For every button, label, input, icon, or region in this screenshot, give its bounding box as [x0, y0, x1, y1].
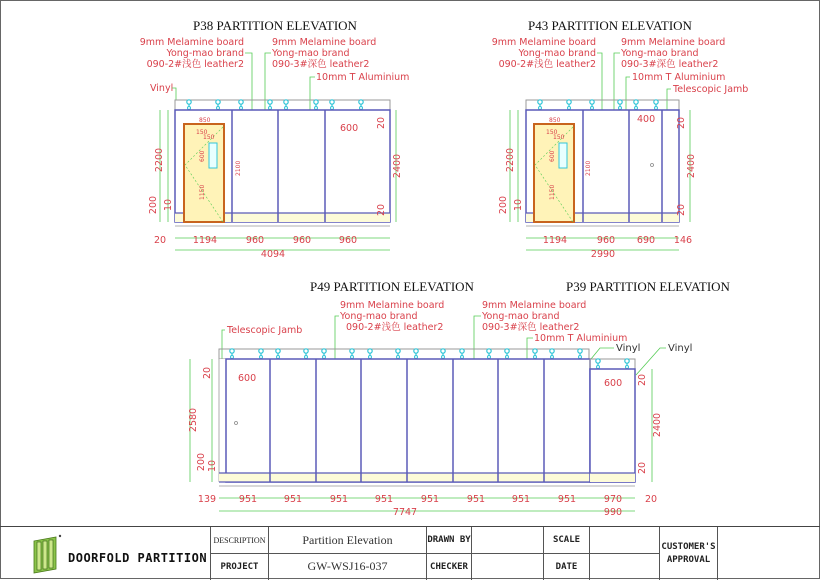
p39-title: P39 PARTITION ELEVATION [566, 279, 730, 294]
p39-note-vinyl-right: Vinyl [668, 343, 693, 354]
p49-dim-bottom-5: 951 [420, 494, 440, 505]
p39-dim-panel-width: 600 [604, 378, 623, 389]
p43-title: P43 PARTITION ELEVATION [528, 18, 692, 33]
p43-note-board-right-1: 9mm Melamine board [621, 37, 726, 48]
title-block [0, 526, 820, 580]
p38-dim-total: 4094 [260, 249, 286, 260]
p43-dim-left-gap: 10 [513, 198, 524, 212]
p43-dim-right-bottom: 20 [676, 203, 687, 217]
p49-dim-left-gap: 10 [207, 459, 218, 473]
p43-dim-window-offset-b: 150 [553, 134, 565, 141]
project-value: GW-WSJ16-037 [268, 553, 426, 580]
p43-dim-door-height: 2100 [585, 160, 592, 176]
p49-dim-left-height: 2580 [188, 407, 199, 433]
p43-dim-bottom-3: 146 [673, 235, 693, 246]
customer-approval-field[interactable] [717, 527, 820, 580]
p38-dim-window-offset-a: 150 [196, 129, 208, 136]
p38-dim-right-height: 2400 [392, 153, 403, 179]
p49-dim-bottom-6: 951 [466, 494, 486, 505]
p39-dim-bottom-1: 20 [644, 494, 658, 505]
approval-label-line-1: CUSTOMER'S [661, 541, 716, 552]
p38-note-board-right-3: 090-3#深色 leather2 [272, 59, 370, 70]
p49-note-jamb: Telescopic Jamb [227, 325, 303, 336]
p49-note-board-left-3: 090-2#浅色 leather2 [346, 322, 444, 333]
p49-note-board-right-2: Yong-mao brand [482, 311, 560, 322]
p49-title: P49 PARTITION ELEVATION [310, 279, 474, 294]
p43-dim-left-height: 2200 [505, 147, 516, 173]
p39-dim-bottom-0: 970 [603, 494, 623, 505]
p43-elevation [492, 18, 749, 260]
title-block-row-divider [210, 553, 659, 554]
p43-dim-window-height: 600 [549, 150, 556, 162]
p43-note-board-left-3: 090-2#浅色 leather2 [498, 59, 596, 70]
p49-note-board-right-3: 090-3#深色 leather2 [482, 322, 580, 333]
p49-dim-bottom-4: 951 [374, 494, 394, 505]
p38-dim-door-width: 850 [199, 117, 211, 124]
p38-note-board-right-1: 9mm Melamine board [272, 37, 377, 48]
p39-dim-right-bottom: 20 [637, 461, 648, 475]
doorfold-logo-icon [30, 533, 64, 575]
p39-dim-right-height: 2400 [652, 412, 663, 438]
drawn-by-label: DRAWN BY [426, 527, 471, 553]
p43-dim-door-lower: 1150 [549, 184, 556, 200]
p38-dim-door-lower: 1150 [199, 184, 206, 200]
p43-note-board-left-2: Yong-mao brand [518, 48, 596, 59]
p49-dim-bottom-2: 951 [283, 494, 303, 505]
p38-dim-left-gap: 10 [163, 198, 174, 212]
p43-note-jamb: Telescopic Jamb [673, 84, 749, 95]
p43-note-board-right-2: Yong-mao brand [621, 48, 699, 59]
p49-dim-bottom-3: 951 [329, 494, 349, 505]
p38-dim-bottom-4: 960 [338, 235, 358, 246]
p38-note-board-left-1: 9mm Melamine board [139, 37, 244, 48]
p38-dim-right-top: 20 [376, 116, 387, 130]
p49-dim-bottom-1: 951 [238, 494, 258, 505]
p39-dim-right-top: 20 [637, 373, 648, 387]
date-field[interactable] [589, 553, 659, 580]
p49-note-board-right-1: 9mm Melamine board [482, 300, 587, 311]
p43-dim-left-base: 200 [498, 195, 509, 215]
p38-note-board-left-2: Yong-mao brand [166, 48, 244, 59]
p43-note-aluminium: 10mm T Aluminium [632, 72, 726, 83]
p43-dim-bottom-1: 960 [596, 235, 616, 246]
p38-dim-bottom-3: 960 [292, 235, 312, 246]
p39-note-vinyl-left: Vinyl [616, 343, 641, 354]
p43-dim-right-height: 2400 [686, 153, 697, 179]
p38-dim-right-bottom: 20 [376, 203, 387, 217]
p38-note-vinyl: Vinyl [150, 83, 174, 94]
p38-title: P38 PARTITION ELEVATION [193, 18, 357, 33]
description-label: DESCRIPTION [210, 527, 268, 553]
p49-elevation [188, 279, 635, 518]
p49-dim-bottom-7: 951 [511, 494, 531, 505]
p49-dim-panel-width: 600 [238, 373, 257, 384]
p38-dim-bottom-1: 1194 [192, 235, 218, 246]
checker-field[interactable] [471, 553, 543, 580]
p38-dim-bottom-2: 960 [245, 235, 265, 246]
p49-dim-left-base: 200 [196, 452, 207, 472]
p43-note-board-left-1: 9mm Melamine board [491, 37, 596, 48]
scale-label: SCALE [543, 527, 589, 553]
project-label: PROJECT [210, 553, 268, 580]
drawn-by-field[interactable] [471, 527, 543, 553]
p49-dim-left-top: 20 [202, 366, 213, 380]
p49-note-board-left-1: 9mm Melamine board [340, 300, 445, 311]
p49-note-aluminium: 10mm T Aluminium [534, 333, 628, 344]
p38-dim-panel-width: 600 [340, 123, 359, 134]
p43-note-board-right-3: 090-3#深色 leather2 [621, 59, 719, 70]
p38-dim-door-height: 2100 [235, 160, 242, 176]
brand-name: DOORFOLD PARTITION [68, 551, 208, 565]
p43-dim-window-offset-a: 150 [546, 129, 558, 136]
p43-dim-bottom-0: 1194 [542, 235, 568, 246]
p43-dim-panel-width: 400 [637, 114, 656, 125]
p39-elevation [566, 279, 731, 518]
p38-note-board-left-3: 090-2#浅色 leather2 [146, 59, 244, 70]
p38-note-aluminium: 10mm T Aluminium [316, 72, 410, 83]
p39-dim-total: 990 [603, 507, 623, 518]
p43-dim-right-top: 20 [676, 116, 687, 130]
p38-dim-window-offset-b: 150 [203, 134, 215, 141]
p38-dim-window-height: 600 [199, 150, 206, 162]
date-label: DATE [543, 553, 589, 580]
customer-approval-label [659, 527, 717, 580]
p43-dim-bottom-2: 690 [636, 235, 656, 246]
p38-dim-left-height: 2200 [154, 147, 165, 173]
p38-dim-bottom-0: 20 [153, 235, 167, 246]
description-value: Partition Elevation [268, 527, 426, 553]
p43-dim-total: 2990 [590, 249, 616, 260]
p38-note-board-right-2: Yong-mao brand [272, 48, 350, 59]
p49-dim-bottom-0: 139 [197, 494, 217, 505]
p49-dim-bottom-8: 951 [557, 494, 577, 505]
p43-dim-door-width: 850 [549, 117, 561, 124]
scale-field[interactable] [589, 527, 659, 553]
p38-dim-left-base: 200 [148, 195, 159, 215]
p49-dim-total: 7747 [392, 507, 418, 518]
checker-label: CHECKER [426, 553, 471, 580]
approval-label-line-2: APPROVAL [666, 554, 711, 565]
p38-elevation [140, 18, 410, 260]
p49-note-board-left-2: Yong-mao brand [340, 311, 418, 322]
